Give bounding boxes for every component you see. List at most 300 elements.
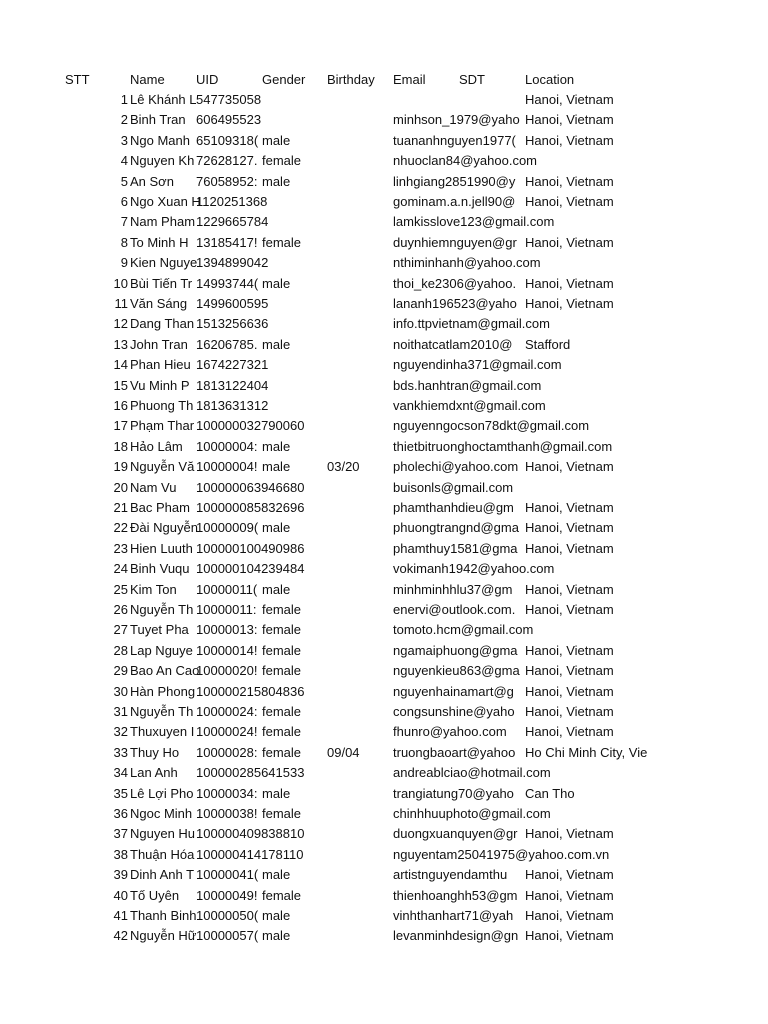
table-row [0, 763, 768, 783]
cell-location: Ho Chi Minh City, Vie [525, 744, 648, 760]
cell-stt: 20 [113, 479, 128, 495]
cell-gender: female [262, 234, 302, 250]
header-sdt: SDT [459, 72, 485, 87]
cell-email: phamthanhdieu@gm [393, 500, 514, 515]
cell-uid: 1120251368 [196, 194, 268, 209]
cell-location [525, 804, 657, 824]
cell-email: nhuoclan84@yahoo.com [393, 153, 538, 169]
cell-location: Hanoi, Vietnam [525, 194, 614, 209]
cell-name: Phạm Thar [130, 418, 195, 434]
cell-birthday [327, 518, 393, 538]
cell-birthday [327, 702, 393, 722]
cell-name: An Sơn [130, 173, 174, 189]
cell-location [525, 416, 657, 436]
table-row [0, 396, 768, 416]
cell-birthday [327, 274, 393, 294]
cell-uid: 10000013: [196, 622, 258, 638]
cell-email: vinhthanhart71@yah [393, 908, 514, 923]
cell-email: nthiminhanh@yahoo.com [393, 255, 541, 271]
cell-stt: 32 [113, 724, 128, 740]
cell-name: Nam Vu [130, 479, 177, 495]
cell-birthday: 03/20 [327, 459, 360, 475]
cell-stt: 31 [113, 704, 128, 719]
cell-uid: 10000049! [196, 887, 258, 903]
cell-gender [262, 110, 327, 130]
table-row [0, 845, 768, 865]
header-location: Location [525, 72, 575, 87]
table-row [0, 600, 768, 620]
cell-location: Stafford [525, 336, 571, 352]
cell-birthday [327, 845, 393, 865]
cell-location [525, 845, 657, 865]
cell-location: Hanoi, Vietnam [525, 826, 614, 842]
cell-email: artistnguyendamthu [393, 867, 508, 883]
table-row [0, 355, 768, 375]
table-row [0, 416, 768, 436]
cell-gender [262, 314, 327, 334]
cell-email: gominam.a.n.jell90@ [393, 194, 516, 209]
cell-location: Hanoi, Vietnam [525, 500, 614, 515]
cell-stt: 42 [113, 928, 128, 944]
cell-gender [262, 845, 327, 865]
cell-gender: male [262, 785, 291, 801]
cell-gender: female [262, 724, 302, 740]
cell-stt: 1 [120, 92, 128, 107]
cell-name: Thuận Hóa [130, 846, 195, 862]
table-row [0, 253, 768, 273]
cell-gender: male [262, 132, 291, 148]
cell-name: Nam Pham [130, 214, 196, 230]
cell-birthday [327, 151, 393, 171]
cell-stt: 34 [113, 765, 128, 781]
table-row [0, 906, 768, 926]
cell-gender: male [262, 173, 291, 189]
cell-email: linhgiang2851990@y [393, 173, 516, 189]
cell-birthday [327, 580, 393, 600]
table-row [0, 539, 768, 559]
header-email: Email [393, 72, 426, 87]
cell-name: Dang Than [130, 316, 195, 332]
cell-uid: 65109318( [196, 132, 259, 148]
cell-uid: 10000011: [196, 602, 257, 617]
cell-location [525, 376, 657, 396]
cell-uid: 76058952: [196, 173, 258, 189]
cell-stt: 7 [120, 214, 128, 230]
cell-uid: 1499600595 [196, 296, 269, 311]
cell-birthday [327, 90, 393, 110]
cell-location: Hanoi, Vietnam [525, 663, 614, 679]
cell-gender [262, 253, 327, 273]
cell-birthday: 09/04 [327, 744, 360, 760]
cell-name: Bùi Tiến Tr [130, 275, 193, 291]
cell-name: Lê Khánh L [130, 92, 197, 107]
cell-uid: 100000285641533 [196, 765, 305, 781]
cell-location: Hanoi, Vietnam [525, 540, 614, 556]
table-row [0, 580, 768, 600]
cell-uid: 16206785. [196, 336, 258, 352]
cell-location: Hanoi, Vietnam [525, 275, 614, 291]
cell-uid: 14993744( [196, 275, 259, 291]
cell-email: noithatcatlam2010@ [393, 336, 513, 352]
cell-location [525, 559, 657, 579]
cell-email: enervi@outlook.com. [393, 602, 516, 617]
cell-stt: 33 [113, 744, 128, 760]
cell-uid: 13185417! [196, 234, 258, 250]
table-row [0, 131, 768, 151]
cell-gender [262, 192, 327, 212]
table-row [0, 702, 768, 722]
cell-stt: 38 [113, 846, 128, 862]
cell-uid: 1394899042 [196, 255, 269, 271]
cell-uid: 100000409838810 [196, 826, 305, 842]
cell-name: Ngo Manh [130, 132, 190, 148]
cell-name: Thuxuyen I [130, 724, 195, 740]
cell-uid: 10000050( [196, 908, 259, 923]
table-row [0, 926, 768, 946]
cell-location: Hanoi, Vietnam [525, 92, 614, 107]
cell-name: Ngo Xuan H [130, 194, 201, 209]
cell-stt: 36 [113, 806, 128, 821]
cell-uid: 100000104239484 [196, 561, 305, 577]
cell-stt: 30 [113, 683, 128, 699]
cell-location: Hanoi, Vietnam [525, 704, 614, 719]
cell-gender: female [262, 663, 302, 679]
cell-stt: 24 [113, 561, 128, 577]
table-row [0, 804, 768, 824]
cell-name: Binh Tran [130, 112, 186, 128]
cell-email: fhunro@yahoo.com [393, 724, 507, 740]
cell-uid: 100000414178110 [196, 846, 304, 862]
cell-name: Kien Nguye [130, 255, 198, 271]
cell-stt: 15 [113, 377, 128, 393]
cell-name: Nguyen Hu [130, 826, 196, 842]
cell-gender: female [262, 622, 302, 638]
cell-birthday [327, 784, 393, 804]
table-row [0, 886, 768, 906]
cell-email: congsunshine@yaho [393, 704, 515, 719]
table-row [0, 212, 768, 232]
cell-name: Hảo Lâm [130, 438, 183, 454]
table-row [0, 274, 768, 294]
cell-location: Hanoi, Vietnam [525, 602, 614, 617]
table-row [0, 233, 768, 253]
cell-gender [262, 498, 327, 518]
table-row [0, 559, 768, 579]
cell-location: Hanoi, Vietnam [525, 683, 614, 699]
cell-name: Nguyễn Hữ [130, 928, 197, 944]
table-row [0, 376, 768, 396]
cell-stt: 27 [113, 622, 128, 638]
cell-email: duynhiemnguyen@gr [393, 234, 517, 250]
cell-uid: 10000038! [196, 806, 258, 821]
table-row [0, 743, 768, 763]
cell-location [525, 151, 657, 171]
cell-birthday [327, 722, 393, 742]
cell-uid: 10000020! [196, 663, 258, 679]
cell-uid: 1674227321 [196, 357, 269, 373]
cell-location [525, 355, 657, 375]
cell-birthday [327, 110, 393, 130]
cell-email: nguyenkieu863@gma [393, 663, 520, 679]
cell-gender [262, 539, 327, 559]
cell-uid: 10000004! [196, 459, 258, 475]
cell-email: truongbaoart@yahoo [393, 744, 516, 760]
cell-uid: 10000041( [196, 867, 259, 883]
cell-email: thienhoanghh53@gm [393, 887, 518, 903]
cell-email: nguyendinha371@gmail.com [393, 357, 562, 373]
cell-gender [262, 416, 327, 436]
cell-gender [262, 376, 327, 396]
cell-gender [262, 396, 327, 416]
header-gender: Gender [262, 72, 306, 87]
cell-birthday [327, 294, 393, 314]
table-row [0, 518, 768, 538]
cell-stt: 2 [120, 112, 128, 128]
cell-gender: male [262, 459, 291, 475]
cell-email: ngamaiphuong@gma [393, 642, 518, 658]
cell-email: duongxuanquyen@gr [393, 826, 518, 842]
header-name: Name [130, 72, 165, 87]
cell-stt: 13 [113, 336, 128, 352]
cell-birthday [327, 437, 393, 457]
cell-location: Hanoi, Vietnam [525, 724, 614, 740]
cell-email: phamthuy1581@gma [393, 540, 518, 556]
cell-uid: 100000063946680 [196, 479, 305, 495]
table-row [0, 151, 768, 171]
cell-stt: 19 [113, 459, 128, 475]
cell-name: Nguyễn Th [130, 704, 194, 719]
table-row [0, 437, 768, 457]
cell-stt: 21 [113, 500, 128, 515]
table-row [0, 824, 768, 844]
cell-gender: female [262, 642, 302, 658]
cell-uid: 100000085832696 [196, 500, 305, 515]
cell-gender: female [262, 704, 302, 719]
cell-name: Nguyen Kh [130, 153, 195, 169]
cell-email: info.ttpvietnam@gmail.com [393, 316, 550, 332]
cell-birthday [327, 172, 393, 192]
cell-name: Hien Luuth [130, 540, 193, 556]
cell-gender [262, 90, 327, 110]
cell-name: Tố Uyên [130, 887, 180, 903]
cell-birthday [327, 906, 393, 926]
cell-location: Hanoi, Vietnam [525, 887, 614, 903]
cell-email: phuongtrangnd@gma [393, 520, 519, 536]
cell-email [393, 90, 525, 110]
cell-location [525, 253, 657, 273]
cell-birthday [327, 865, 393, 885]
cell-email: trangiatung70@yaho [393, 785, 514, 801]
cell-uid: 10000004: [196, 438, 258, 454]
cell-location: Hanoi, Vietnam [525, 928, 614, 944]
cell-location: Hanoi, Vietnam [525, 459, 614, 475]
cell-name: Binh Vuqu [130, 561, 190, 577]
cell-email: lananh196523@yaho [393, 296, 517, 311]
cell-stt: 29 [113, 663, 128, 679]
cell-location: Hanoi, Vietnam [525, 296, 614, 311]
cell-gender: male [262, 336, 291, 352]
cell-birthday [327, 539, 393, 559]
cell-email: nguyenhainamart@g [393, 683, 514, 699]
cell-gender [262, 559, 327, 579]
cell-birthday [327, 376, 393, 396]
cell-location: Hanoi, Vietnam [525, 642, 614, 658]
table-row [0, 641, 768, 661]
cell-location: Hanoi, Vietnam [525, 581, 614, 597]
cell-stt: 17 [113, 418, 128, 434]
cell-email: minhson_1979@yaho [393, 112, 520, 128]
cell-location: Hanoi, Vietnam [525, 132, 614, 148]
cell-email: chinhhuuphoto@gmail.com [393, 806, 551, 821]
table-row [0, 457, 768, 477]
cell-email: thietbitruonghoctamthanh@gmail.com [393, 438, 613, 454]
cell-location [525, 437, 657, 457]
cell-gender: male [262, 867, 291, 883]
cell-stt: 35 [113, 785, 128, 801]
cell-name: Văn Sáng [130, 296, 188, 311]
header-stt: STT [65, 72, 90, 87]
cell-name: Kim Ton [130, 581, 177, 597]
cell-birthday [327, 763, 393, 783]
cell-birthday [327, 478, 393, 498]
cell-stt: 5 [120, 173, 128, 189]
cell-location [525, 620, 657, 640]
cell-location [525, 478, 657, 498]
cell-birthday [327, 335, 393, 355]
cell-stt: 25 [113, 581, 128, 597]
cell-name: Dinh Anh T [130, 867, 195, 883]
cell-stt: 8 [120, 234, 128, 250]
cell-uid: 10000011( [196, 581, 258, 597]
cell-uid: 547735058 [196, 92, 262, 107]
cell-email: nguyenngocson78dkt@gmail.com [393, 418, 590, 434]
cell-gender: male [262, 520, 291, 536]
cell-stt: 9 [120, 255, 128, 271]
header-uid: UID [196, 72, 219, 87]
table-row [0, 784, 768, 804]
cell-name: Lap Nguye [130, 642, 193, 658]
cell-birthday [327, 416, 393, 436]
cell-uid: 72628127. [196, 153, 258, 169]
cell-birthday [327, 314, 393, 334]
cell-gender: male [262, 928, 291, 944]
cell-gender: female [262, 806, 302, 821]
table-row [0, 294, 768, 314]
cell-gender: male [262, 275, 291, 291]
cell-location: Hanoi, Vietnam [525, 173, 614, 189]
cell-name: Phuong Th [130, 398, 194, 413]
cell-stt: 28 [113, 642, 128, 658]
cell-gender: female [262, 887, 302, 903]
cell-uid: 10000028: [196, 744, 258, 760]
cell-gender [262, 824, 327, 844]
table-row [0, 620, 768, 640]
table-row [0, 314, 768, 334]
cell-uid: 1229665784 [196, 214, 269, 230]
cell-birthday [327, 804, 393, 824]
cell-name: Nguyễn Vă [130, 459, 195, 475]
cell-stt: 23 [113, 540, 128, 556]
cell-birthday [327, 192, 393, 212]
cell-birthday [327, 253, 393, 273]
cell-name: Vu Minh P [130, 377, 190, 393]
cell-stt: 11 [114, 296, 128, 311]
table-row [0, 110, 768, 130]
cell-uid: 100000032790060 [196, 418, 305, 434]
table-row [0, 498, 768, 518]
cell-name: Thanh Binh [130, 908, 197, 923]
cell-email: pholechi@yahoo.com [393, 459, 519, 475]
cell-stt: 16 [113, 398, 128, 413]
cell-email: andreablciao@hotmail.com [393, 765, 551, 781]
cell-stt: 39 [113, 867, 128, 883]
table-row [0, 335, 768, 355]
cell-name: To Minh H [130, 234, 189, 250]
cell-birthday [327, 641, 393, 661]
cell-uid: 10000009( [196, 520, 259, 536]
cell-email: thoi_ke2306@yahoo. [393, 275, 517, 291]
cell-name: Phan Hieu [130, 357, 191, 373]
table-row [0, 172, 768, 192]
cell-uid: 10000024! [196, 724, 258, 740]
cell-email: nguyentam25041975@yahoo.com.vn [393, 846, 610, 862]
cell-birthday [327, 661, 393, 681]
cell-name: Thuy Ho [130, 744, 180, 760]
cell-stt: 37 [113, 826, 128, 842]
cell-uid: 10000034: [196, 785, 258, 801]
cell-stt: 40 [113, 887, 128, 903]
cell-name: John Tran [130, 336, 188, 352]
cell-email: vankhiemdxnt@gmail.com [393, 398, 546, 413]
cell-stt: 14 [113, 357, 128, 373]
cell-birthday [327, 131, 393, 151]
cell-gender [262, 478, 327, 498]
cell-uid: 606495523 [196, 112, 262, 128]
cell-birthday [327, 886, 393, 906]
cell-birthday [327, 926, 393, 946]
cell-birthday [327, 600, 393, 620]
cell-stt: 26 [113, 602, 128, 617]
cell-uid: 10000024: [196, 704, 258, 719]
cell-birthday [327, 396, 393, 416]
cell-gender [262, 682, 327, 702]
cell-stt: 3 [120, 132, 128, 148]
cell-stt: 41 [113, 908, 128, 923]
cell-gender [262, 763, 327, 783]
cell-uid: 100000100490986 [196, 540, 305, 556]
cell-email: vokimanh1942@yahoo.com [393, 561, 555, 577]
cell-name: Ngoc Minh [130, 806, 193, 821]
table-row [0, 90, 768, 110]
cell-uid: 1513256636 [196, 316, 269, 332]
cell-birthday [327, 233, 393, 253]
cell-name: Lê Lợi Pho [130, 785, 194, 801]
cell-uid: 10000057( [196, 928, 259, 944]
cell-stt: 18 [113, 438, 128, 454]
cell-email: minhminhhlu37@gm [393, 581, 513, 597]
cell-uid: 100000215804836 [196, 683, 305, 699]
cell-birthday [327, 498, 393, 518]
table-row [0, 478, 768, 498]
cell-location [525, 763, 657, 783]
cell-birthday [327, 355, 393, 375]
cell-gender: male [262, 908, 291, 923]
cell-email: buisonls@gmail.com [393, 479, 514, 495]
cell-stt: 22 [113, 520, 128, 536]
cell-location: Hanoi, Vietnam [525, 520, 614, 536]
cell-uid: 10000014! [196, 642, 258, 658]
cell-gender [262, 355, 327, 375]
